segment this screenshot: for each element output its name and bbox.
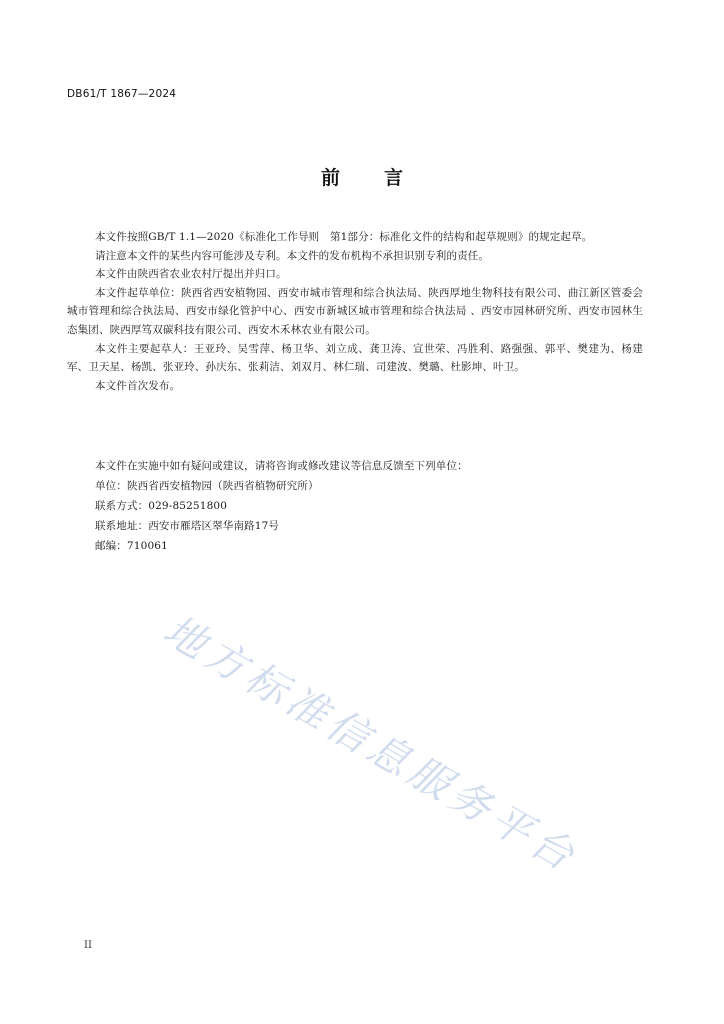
paragraph-first-release: 本文件首次发布。 [95,379,181,392]
feedback-intro: 本文件在实施中如有疑问或建议，请将咨询或修改建议等信息反馈至下列单位： [95,460,468,472]
feedback-postcode: 邮编：710061 [95,540,168,552]
paragraph-patent-notice: 请注意本文件的某些内容可能涉及专利。本文件的发布机构不承担识别专利的责任。 [95,249,490,262]
title-char-2: 言 [384,167,404,189]
feedback-section [67,456,643,556]
document-code: DB61/T 1867—2024 [67,88,177,100]
paragraph-proposer: 本文件由陕西省农业农村厅提出并归口。 [95,268,287,281]
feedback-address: 联系地址：西安市雁塔区翠华南路17号 [95,520,280,532]
title-char-1: 前 [320,167,340,189]
paragraph-drafters: 本文件主要起草人：王亚玲、吴雪萍、杨卫华、刘立成、龚卫涛、宣世荣、冯胜利、路强强、郭平、樊建为、杨建军、卫天星、杨凯、张亚玲、孙庆东、张莉洁、刘双月、林仁瑞、司建波、樊璐、杜影坤、叶卫。 [67,342,643,374]
paragraph-drafting-units: 本文件起草单位：陕西省西安植物园、西安市城市管理和综合执法局、陕西厚地生物科技有限公司、曲江新区管委会城市管理和综合执法局、西安市绿化管护中心、西安市新城区城市管理和综合执法局 、西安市园林研究所、西安市园林生态集团、陕西厚笃双碳科技有限公司、西安木禾林农业有限公司。 [67,286,643,336]
foreword-body [67,228,643,395]
feedback-unit: 单位：陕西省西安植物园（陕西省植物研究所） [95,480,319,492]
page-title [0,163,724,190]
feedback-contact: 联系方式：029-85251800 [95,500,228,512]
watermark: 地方标准信息服务平台 [155,605,587,883]
paragraph-drafting-rules: 本文件按照GB/T 1.1—2020《标准化工作导则 第1部分：标准化文件的结构和起草规则》的规定起草。 [95,231,593,243]
page-number: II [84,940,92,951]
